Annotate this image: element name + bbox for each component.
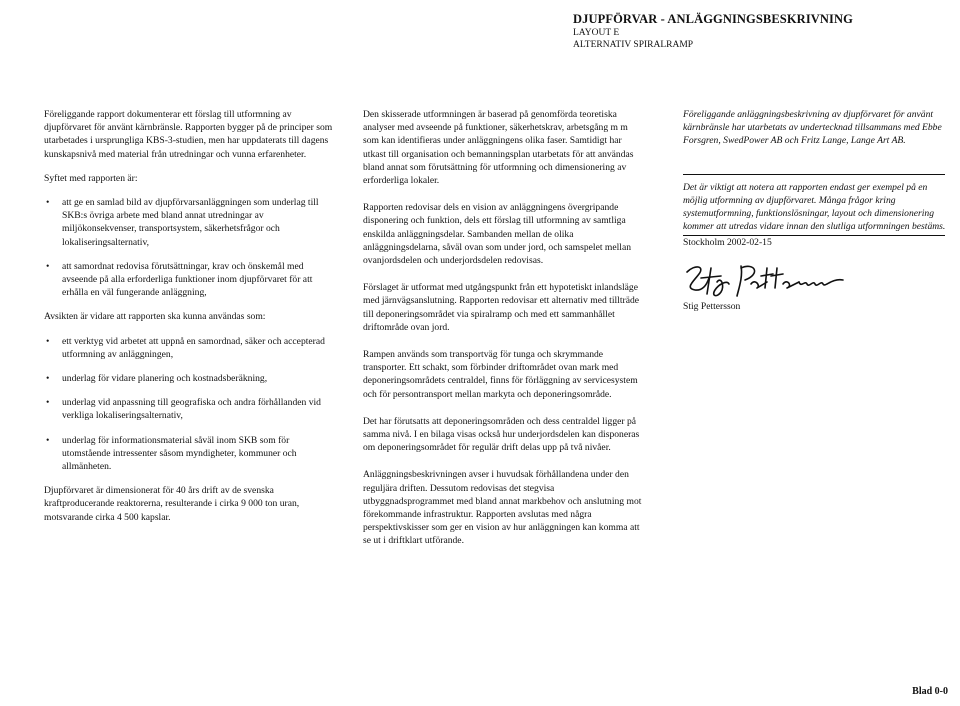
sheet-number: Blad 0-0 — [912, 686, 948, 697]
signer-name: Stig Pettersson — [683, 300, 741, 312]
signature-image — [681, 258, 851, 300]
list-item: • att samordnat redovisa förutsättningar, krav och önskemål med avseende på alla erforderliga funktioner inom djupförvaret för att erhålla en väl fungerande anläggning, — [44, 260, 334, 300]
intro-paragraph: Föreliggande rapport dokumenterar ett förslag till utformning av djupförvaret för använt kärnbränsle. Rapporten bygger på de principer som utarbetades i ursprungliga KBS-3-studien, men har uppdaterats till dagens kunskapsnivå med material från utredningar och vunna erfarenheter. — [44, 109, 333, 160]
paragraph: Förslaget är utformat med utgångspunkt från ett hypotetiskt inlandsläge med järnvägsanslutning. Rapporten redovisar ett alternativ med tillträde till deponeringsområdet via spiralramp och med ett sammanhållet driftområde ovan jord. — [363, 282, 640, 333]
note-paragraph: Det är viktigt att notera att rapporten endast ger exempel på en möjlig utformning av djupförvaret. Många frågor kring systemutformning, funktionslösningar, layout och dimensionering kommer att utredas vidare innan den slutliga utformningen bestäms. — [683, 181, 946, 233]
alternative-label: ALTERNATIV SPIRALRAMP — [573, 40, 694, 50]
dimension-paragraph: Djupförvaret är dimensionerat för 40 års drift av de svenska kraftproducerande reaktorerna, resulterande i cirka 9 000 ton uran, motsvarande cirka 4 500 kapslar. — [44, 485, 300, 523]
paragraph: Rapporten redovisar dels en vision av anläggningens övergripande disponering och funktion, dels ett förslag till utformning av samtliga enskilda anläggningsdelar. Sambanden mellan de olika anläggningsdelarna, såväl ovan som under jord, och samspelet mellan ovanjordsdelen och underjordsdelen redovisas. — [363, 202, 632, 267]
paragraph: Den skisserade utformningen är baserad på genomförda teoretiska analyser med avseende på funktioner, säkerhetskrav, arbetsgång m m som kan identifieras under anläggningens olika faser. Samtidigt har utkast till organisation och bemanningsplan utarbetats för att användas bland annat som förutsättning för utformning och dimensionering av erforderliga lokaler. — [363, 109, 634, 187]
document-header — [573, 12, 953, 51]
layout-label: LAYOUT E — [573, 28, 620, 38]
document-title: DJUPFÖRVAR - ANLÄGGNINGSBESKRIVNING — [573, 12, 853, 26]
column-right — [683, 108, 951, 313]
column-left — [44, 108, 334, 524]
list-item: • underlag för informationsmaterial såväl inom SKB som för utomstående intressenter såsom myndigheter, kommuner och allmänheten. — [44, 434, 334, 474]
paragraph: Det har förutsatts att deponeringsområden och dess centraldel ligger på samma nivå. I en bilaga visas också hur underjordsdelen kan disponeras om deponeringsområdet för regulär drift delas upp på två nivåer. — [363, 415, 640, 454]
divider — [683, 174, 945, 175]
credits-paragraph: Föreliggande anläggningsbeskrivning av djupförvaret för använt kärnbränsle har utarbetats av undertecknad tillsammans med Ebbe Forsgren, SwedPower AB och Fritz Lange, Lange Art AB. — [683, 109, 942, 147]
paragraph: Rampen används som transportväg för tunga och skrymmande transporter. Ett schakt, som förbinder driftområdet ovan mark med deponeringsområdets centraldel, finns för förläggning av servicesystem och för persontransport mellan markyta och deponeringsområde. — [363, 349, 638, 400]
list-item: • underlag vid anpassning till geografiska och andra förhållanden vid verkliga lokaliseringsalternativ, — [44, 396, 334, 422]
purpose-heading: Syftet med rapporten är: — [44, 172, 138, 184]
purpose-list — [44, 196, 334, 299]
paragraph: Anläggningsbeskrivningen avser i huvudsak förhållandena under den reguljära driften. Dessutom redovisas det stegvisa utbyggnadsprogrammet med bland annat markbehov och anslutning mot förekommande infrastruktur. Rapporten avslutas med några perspektivskisser som ger en vision av hur anläggningen kan komma att se ut i driftklart utförande. — [363, 469, 642, 547]
use-list — [44, 335, 334, 474]
list-item: • underlag för vidare planering och kostnadsberäkning, — [44, 372, 334, 385]
place-date: Stockholm 2002-02-15 — [683, 237, 772, 249]
list-item: • ett verktyg vid arbetet att uppnå en samordnad, säker och accepterad utformning av anläggningen, — [44, 335, 334, 361]
use-heading: Avsikten är vidare att rapporten ska kunna användas som: — [44, 311, 266, 323]
column-middle — [363, 108, 643, 548]
list-item: • att ge en samlad bild av djupförvarsanläggningen som underlag till SKB:s övriga arbete med bland annat utredningar av miljökonsekvenser, transportsystem, säkerhetsfrågor och lokaliseringsalternativ, — [44, 196, 334, 249]
